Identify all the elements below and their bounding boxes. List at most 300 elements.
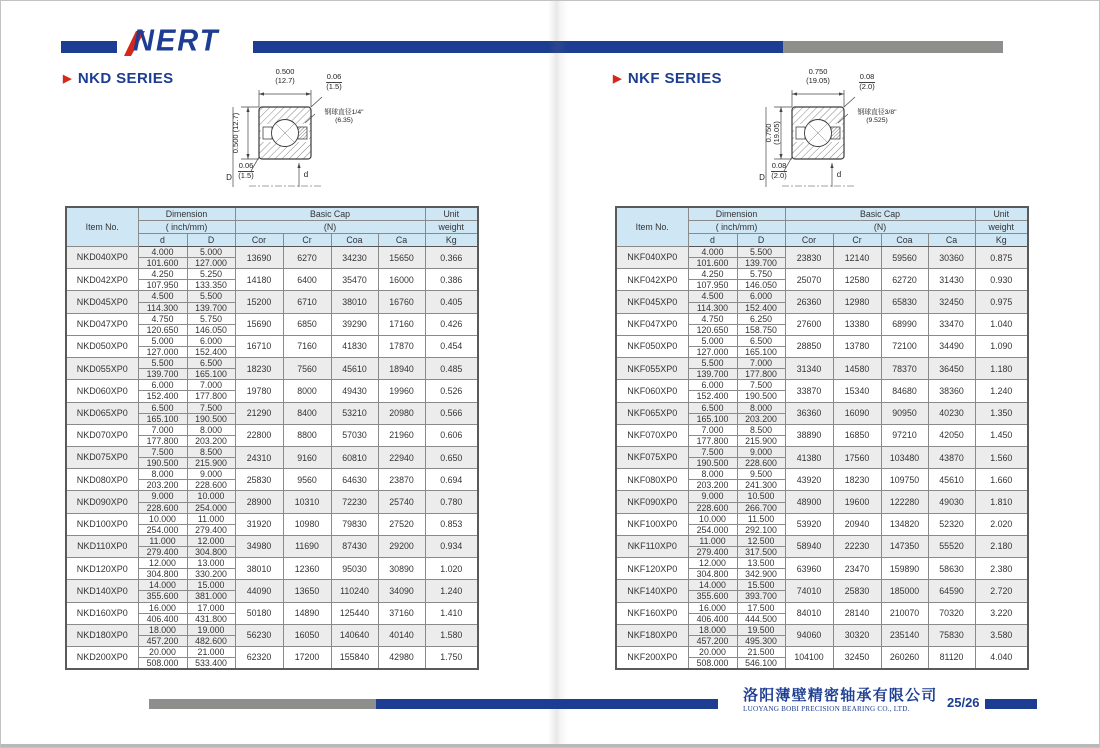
outer-d-mm-cell: 279.400: [187, 524, 235, 535]
coa-cell: 38010: [331, 291, 378, 313]
weight-cell: 0.780: [425, 491, 478, 513]
cor-cell: 19780: [235, 380, 283, 402]
cr-cell: 9560: [283, 469, 331, 491]
outer-d-inch-cell: 12.500: [737, 535, 785, 546]
cr-cell: 6400: [283, 269, 331, 291]
cor-cell: 16710: [235, 335, 283, 357]
company-name-en: LUOYANG BOBI PRECISION BEARING CO., LTD.: [743, 705, 910, 713]
item-cell: NKD100XP0: [66, 513, 138, 535]
d-inch-cell: 10.000: [688, 513, 737, 524]
cor-cell: 41380: [785, 446, 833, 468]
cor-cell: 33870: [785, 380, 833, 402]
ca-cell: 52320: [928, 513, 975, 535]
cr-cell: 23470: [833, 558, 881, 580]
outer-d-inch-cell: 12.000: [187, 535, 235, 546]
outer-d-mm-cell: 304.800: [187, 546, 235, 557]
weight-cell: 2.380: [975, 558, 1028, 580]
cor-cell: 58940: [785, 535, 833, 557]
item-cell: NKF090XP0: [616, 491, 688, 513]
d-inch-cell: 5.500: [688, 358, 737, 369]
item-cell: NKF160XP0: [616, 602, 688, 624]
d-mm-cell: 406.400: [138, 613, 187, 624]
col-header-cap-unit: (N): [235, 221, 425, 234]
d-inch-cell: 5.500: [138, 358, 187, 369]
table-row: [616, 580, 1028, 591]
table-row: [616, 358, 1028, 369]
col-header-d: d: [688, 234, 737, 247]
d-inch-cell: 20.000: [688, 646, 737, 657]
weight-cell: 1.180: [975, 358, 1028, 380]
d-mm-cell: 107.950: [688, 280, 737, 291]
outer-d-inch-cell: 11.500: [737, 513, 785, 524]
d-mm-cell: 254.000: [688, 524, 737, 535]
item-cell: NKD045XP0: [66, 291, 138, 313]
coa-cell: 78370: [881, 358, 928, 380]
d-inch-cell: 4.750: [688, 313, 737, 324]
outer-d-mm-cell: 165.100: [737, 346, 785, 357]
d-inch-cell: 4.250: [138, 269, 187, 280]
cor-cell: 56230: [235, 624, 283, 646]
ca-cell: 22940: [378, 446, 425, 468]
d-mm-cell: 139.700: [688, 369, 737, 380]
coa-cell: 68990: [881, 313, 928, 335]
cor-cell: 34980: [235, 535, 283, 557]
col-header-dimension: Dimension: [688, 207, 785, 221]
weight-cell: 0.934: [425, 535, 478, 557]
d-mm-cell: 279.400: [138, 546, 187, 557]
outer-d-inch-cell: 19.000: [187, 624, 235, 635]
coa-cell: 90950: [881, 402, 928, 424]
table-row: [616, 624, 1028, 635]
col-header-basic-cap: Basic Cap: [235, 207, 425, 221]
cor-cell: 48900: [785, 491, 833, 513]
outer-d-mm-cell: 146.050: [737, 280, 785, 291]
table-row: [66, 558, 478, 569]
dim-height-mm: (12.7): [231, 112, 240, 133]
outer-d-mm-cell: 254.000: [187, 502, 235, 513]
outer-d-mm-cell: 546.100: [737, 658, 785, 670]
d-mm-cell: 152.400: [688, 391, 737, 402]
table-row: [616, 446, 1028, 457]
page-number: 25/26: [947, 695, 980, 710]
weight-cell: 0.694: [425, 469, 478, 491]
weight-cell: 1.240: [425, 580, 478, 602]
item-cell: NKF120XP0: [616, 558, 688, 580]
ca-cell: 32450: [928, 291, 975, 313]
weight-cell: 0.566: [425, 402, 478, 424]
d-inch-cell: 14.000: [688, 580, 737, 591]
outer-d-mm-cell: 203.200: [187, 435, 235, 446]
table-row: [66, 446, 478, 457]
d-inch-cell: 9.000: [688, 491, 737, 502]
cr-cell: 30320: [833, 624, 881, 646]
outer-d-inch-cell: 13.500: [737, 558, 785, 569]
dim-chamfer-bottom-inch: 0.08: [771, 161, 787, 170]
company-block: [743, 688, 937, 713]
ca-cell: 30360: [928, 247, 975, 269]
weight-cell: 1.810: [975, 491, 1028, 513]
outer-d-inch-cell: 7.000: [187, 380, 235, 391]
d-mm-cell: 152.400: [138, 391, 187, 402]
cor-cell: 25830: [235, 469, 283, 491]
cor-cell: 14180: [235, 269, 283, 291]
bearing-cross-section-drawing-nkd: [225, 67, 375, 199]
d-mm-cell: 228.600: [138, 502, 187, 513]
item-cell: NKD200XP0: [66, 646, 138, 669]
coa-cell: 72100: [881, 335, 928, 357]
cr-cell: 18230: [833, 469, 881, 491]
col-header-D: D: [187, 234, 235, 247]
weight-cell: 0.650: [425, 446, 478, 468]
coa-cell: 57030: [331, 424, 378, 446]
ca-cell: 16760: [378, 291, 425, 313]
series-title-nkd: [63, 70, 174, 87]
d-mm-cell: 228.600: [688, 502, 737, 513]
cor-cell: 23830: [785, 247, 833, 269]
d-mm-cell: 101.600: [138, 258, 187, 269]
d-mm-cell: 457.200: [138, 635, 187, 646]
item-cell: NKF045XP0: [616, 291, 688, 313]
item-cell: NKF065XP0: [616, 402, 688, 424]
coa-cell: 210070: [881, 602, 928, 624]
d-mm-cell: 355.600: [688, 591, 737, 602]
ca-cell: 81120: [928, 646, 975, 669]
coa-cell: 35470: [331, 269, 378, 291]
dim-height-mm: (19.05): [772, 121, 782, 145]
item-cell: NKD075XP0: [66, 446, 138, 468]
outer-d-mm-cell: 482.600: [187, 635, 235, 646]
weight-cell: 4.040: [975, 646, 1028, 669]
outer-d-inch-cell: 21.000: [187, 646, 235, 657]
d-mm-cell: 177.800: [688, 435, 737, 446]
weight-cell: 2.180: [975, 535, 1028, 557]
d-inch-cell: 8.000: [688, 469, 737, 480]
coa-cell: 87430: [331, 535, 378, 557]
coa-cell: 65830: [881, 291, 928, 313]
coa-cell: 60810: [331, 446, 378, 468]
table-row: [66, 646, 478, 657]
cor-cell: 62320: [235, 646, 283, 669]
cor-cell: 74010: [785, 580, 833, 602]
d-mm-cell: 304.800: [138, 569, 187, 580]
table-row: [66, 491, 478, 502]
weight-cell: 0.975: [975, 291, 1028, 313]
d-inch-cell: 20.000: [138, 646, 187, 657]
nkf-series-table: [615, 206, 1029, 670]
ca-cell: 15650: [378, 247, 425, 269]
outer-d-mm-cell: 152.400: [187, 346, 235, 357]
outer-diameter-label: D: [226, 173, 232, 182]
col-header-cap-unit: (N): [785, 221, 975, 234]
ca-cell: 17870: [378, 335, 425, 357]
table-row: [66, 580, 478, 591]
cor-cell: 28850: [785, 335, 833, 357]
col-header-weight: weight: [975, 221, 1028, 234]
cor-cell: 15200: [235, 291, 283, 313]
weight-cell: 0.875: [975, 247, 1028, 269]
d-inch-cell: 4.250: [688, 269, 737, 280]
d-mm-cell: 120.650: [688, 324, 737, 335]
page-fold-shadow: [548, 1, 568, 747]
outer-d-mm-cell: 152.400: [737, 302, 785, 313]
dim-chamfer-top-mm: (2.0): [859, 81, 875, 91]
outer-d-inch-cell: 7.500: [187, 402, 235, 413]
d-inch-cell: 16.000: [138, 602, 187, 613]
cr-cell: 16090: [833, 402, 881, 424]
d-inch-cell: 6.000: [688, 380, 737, 391]
table-row: [616, 247, 1028, 258]
d-mm-cell: 114.300: [138, 302, 187, 313]
col-header-dimension: Dimension: [138, 207, 235, 221]
coa-cell: 109750: [881, 469, 928, 491]
ca-cell: 45610: [928, 469, 975, 491]
d-mm-cell: 107.950: [138, 280, 187, 291]
d-mm-cell: 165.100: [688, 413, 737, 424]
ca-cell: 23870: [378, 469, 425, 491]
col-header-cor: Cor: [235, 234, 283, 247]
outer-d-mm-cell: 393.700: [737, 591, 785, 602]
table-row: [616, 469, 1028, 480]
item-cell: NKF075XP0: [616, 446, 688, 468]
series-title-nkf: [613, 70, 722, 87]
outer-d-inch-cell: 8.000: [737, 402, 785, 413]
table-row: [616, 335, 1028, 346]
bore-diameter-label: d: [836, 170, 842, 179]
cr-cell: 28140: [833, 602, 881, 624]
bearing-cross-section-drawing-nkf: [758, 67, 908, 199]
weight-cell: 1.660: [975, 469, 1028, 491]
item-cell: NKD047XP0: [66, 313, 138, 335]
ca-cell: 75830: [928, 624, 975, 646]
outer-d-inch-cell: 5.750: [737, 269, 785, 280]
outer-d-inch-cell: 15.000: [187, 580, 235, 591]
item-cell: NKD160XP0: [66, 602, 138, 624]
ca-cell: 25740: [378, 491, 425, 513]
outer-d-mm-cell: 139.700: [737, 258, 785, 269]
cr-cell: 25830: [833, 580, 881, 602]
cr-cell: 13780: [833, 335, 881, 357]
d-mm-cell: 190.500: [138, 458, 187, 469]
weight-cell: 0.930: [975, 269, 1028, 291]
d-mm-cell: 406.400: [688, 613, 737, 624]
coa-cell: 122280: [881, 491, 928, 513]
cor-cell: 63960: [785, 558, 833, 580]
d-mm-cell: 139.700: [138, 369, 187, 380]
weight-cell: 0.485: [425, 358, 478, 380]
nkd-series-table: [65, 206, 479, 670]
series-title-text: NKD SERIES: [77, 70, 174, 87]
weight-cell: 1.020: [425, 558, 478, 580]
coa-cell: 45610: [331, 358, 378, 380]
dim-width-mm: (12.7): [275, 76, 295, 85]
outer-d-inch-cell: 19.500: [737, 624, 785, 635]
outer-d-mm-cell: 241.300: [737, 480, 785, 491]
item-cell: NKD110XP0: [66, 535, 138, 557]
outer-d-mm-cell: 228.600: [187, 480, 235, 491]
d-inch-cell: 4.750: [138, 313, 187, 324]
ca-cell: 34490: [928, 335, 975, 357]
outer-d-mm-cell: 190.500: [737, 391, 785, 402]
ca-cell: 49030: [928, 491, 975, 513]
company-name-cn: 洛阳薄壁精密轴承有限公司: [743, 687, 938, 704]
weight-cell: 0.526: [425, 380, 478, 402]
col-header-D: D: [737, 234, 785, 247]
d-inch-cell: 5.000: [688, 335, 737, 346]
coa-cell: 159890: [881, 558, 928, 580]
weight-cell: 1.450: [975, 424, 1028, 446]
arrow-right-icon: ▶: [63, 73, 72, 85]
cor-cell: 104100: [785, 646, 833, 669]
outer-d-mm-cell: 342.900: [737, 569, 785, 580]
cor-cell: 36360: [785, 402, 833, 424]
cr-cell: 8400: [283, 402, 331, 424]
cr-cell: 17200: [283, 646, 331, 669]
brand-name: NERT: [133, 24, 220, 58]
outer-d-inch-cell: 9.500: [737, 469, 785, 480]
coa-cell: 62720: [881, 269, 928, 291]
col-header-cr: Cr: [283, 234, 331, 247]
cr-cell: 13380: [833, 313, 881, 335]
cor-cell: 31920: [235, 513, 283, 535]
d-inch-cell: 5.000: [138, 335, 187, 346]
table-row: [66, 247, 478, 258]
ca-cell: 40230: [928, 402, 975, 424]
table-row: [66, 624, 478, 635]
coa-cell: 64630: [331, 469, 378, 491]
d-inch-cell: 6.500: [138, 402, 187, 413]
outer-d-mm-cell: 495.300: [737, 635, 785, 646]
dim-chamfer-top-mm: (1.5): [326, 81, 342, 91]
cr-cell: 12580: [833, 269, 881, 291]
item-cell: NKD070XP0: [66, 424, 138, 446]
col-header-ca: Ca: [928, 234, 975, 247]
item-cell: NKF047XP0: [616, 313, 688, 335]
outer-d-inch-cell: 7.000: [737, 358, 785, 369]
footer-bar-blue: [376, 699, 718, 709]
table-row: [66, 358, 478, 369]
d-inch-cell: 4.500: [138, 291, 187, 302]
cr-cell: 22230: [833, 535, 881, 557]
d-mm-cell: 304.800: [688, 569, 737, 580]
table-row: [66, 513, 478, 524]
table-row: [616, 535, 1028, 546]
ca-cell: 34090: [378, 580, 425, 602]
d-inch-cell: 18.000: [138, 624, 187, 635]
d-mm-cell: 190.500: [688, 458, 737, 469]
item-cell: NKF060XP0: [616, 380, 688, 402]
item-cell: NKD140XP0: [66, 580, 138, 602]
d-inch-cell: 10.000: [138, 513, 187, 524]
outer-d-inch-cell: 5.000: [187, 247, 235, 258]
outer-d-inch-cell: 10.000: [187, 491, 235, 502]
cor-cell: 22800: [235, 424, 283, 446]
table-row: [616, 402, 1028, 413]
outer-d-mm-cell: 381.000: [187, 591, 235, 602]
cr-cell: 7560: [283, 358, 331, 380]
cr-cell: 12140: [833, 247, 881, 269]
table-row: [616, 424, 1028, 435]
item-cell: NKF055XP0: [616, 358, 688, 380]
item-cell: NKD080XP0: [66, 469, 138, 491]
table-row: [66, 424, 478, 435]
cr-cell: 16850: [833, 424, 881, 446]
item-cell: NKF070XP0: [616, 424, 688, 446]
weight-cell: 2.020: [975, 513, 1028, 535]
cr-cell: 8800: [283, 424, 331, 446]
footer-bar-blue-right: [985, 699, 1037, 709]
dim-width-inch: 0.750: [808, 67, 828, 76]
ca-cell: 37160: [378, 602, 425, 624]
coa-cell: 97210: [881, 424, 928, 446]
ca-cell: 21960: [378, 424, 425, 446]
col-header-kg: Kg: [425, 234, 478, 247]
ca-cell: 55520: [928, 535, 975, 557]
ball-diameter-value: (6.35): [335, 117, 353, 125]
d-inch-cell: 8.000: [138, 469, 187, 480]
d-mm-cell: 203.200: [688, 480, 737, 491]
cor-cell: 31340: [785, 358, 833, 380]
table-row: [66, 469, 478, 480]
ca-cell: 30890: [378, 558, 425, 580]
outer-d-mm-cell: 292.100: [737, 524, 785, 535]
table-row: [616, 291, 1028, 302]
cr-cell: 20940: [833, 513, 881, 535]
brand-logo: [117, 25, 257, 61]
item-cell: NKD050XP0: [66, 335, 138, 357]
header-bar-left: [61, 41, 117, 53]
dim-chamfer-bottom-mm: (1.5): [238, 170, 254, 180]
col-header-coa: Coa: [881, 234, 928, 247]
col-header-dimension-unit: ( inch/mm): [138, 221, 235, 234]
cor-cell: 24310: [235, 446, 283, 468]
header-bar-right: [783, 41, 1003, 53]
outer-d-mm-cell: 317.500: [737, 546, 785, 557]
item-cell: NKF042XP0: [616, 269, 688, 291]
cr-cell: 6270: [283, 247, 331, 269]
col-header-cor: Cor: [785, 234, 833, 247]
cr-cell: 17560: [833, 446, 881, 468]
coa-cell: 59560: [881, 247, 928, 269]
cr-cell: 8000: [283, 380, 331, 402]
coa-cell: 49430: [331, 380, 378, 402]
coa-cell: 34230: [331, 247, 378, 269]
weight-cell: 1.240: [975, 380, 1028, 402]
cr-cell: 14890: [283, 602, 331, 624]
weight-cell: 2.720: [975, 580, 1028, 602]
outer-d-mm-cell: 215.900: [737, 435, 785, 446]
coa-cell: 110240: [331, 580, 378, 602]
weight-cell: 3.220: [975, 602, 1028, 624]
item-cell: NKD055XP0: [66, 358, 138, 380]
outer-d-mm-cell: 431.800: [187, 613, 235, 624]
ca-cell: 27520: [378, 513, 425, 535]
ca-cell: 33470: [928, 313, 975, 335]
outer-d-inch-cell: 17.500: [737, 602, 785, 613]
weight-cell: 1.580: [425, 624, 478, 646]
outer-d-inch-cell: 6.500: [737, 335, 785, 346]
item-cell: NKF100XP0: [616, 513, 688, 535]
outer-d-inch-cell: 6.500: [187, 358, 235, 369]
item-cell: NKD042XP0: [66, 269, 138, 291]
col-header-basic-cap: Basic Cap: [785, 207, 975, 221]
d-mm-cell: 127.000: [688, 346, 737, 357]
ca-cell: 18940: [378, 358, 425, 380]
ca-cell: 36450: [928, 358, 975, 380]
item-cell: NKF180XP0: [616, 624, 688, 646]
outer-d-mm-cell: 215.900: [187, 458, 235, 469]
weight-cell: 0.853: [425, 513, 478, 535]
coa-cell: 125440: [331, 602, 378, 624]
